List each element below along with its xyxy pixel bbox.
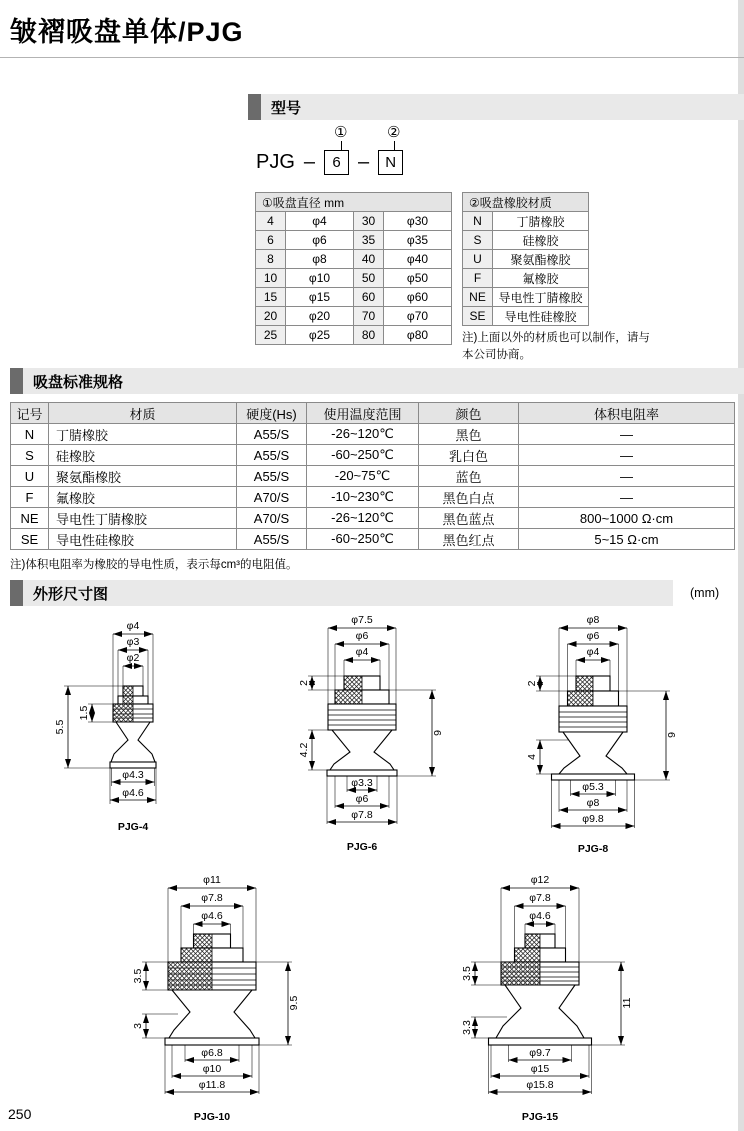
dim-label: φ15 bbox=[530, 1063, 550, 1075]
cell: φ4 bbox=[286, 212, 354, 231]
table-row bbox=[463, 212, 589, 231]
drawing-pjg8 bbox=[488, 610, 698, 862]
cell: 黑色蓝点 bbox=[419, 508, 519, 529]
cell: 20 bbox=[256, 307, 286, 326]
dim-label: φ4 bbox=[586, 646, 600, 658]
material-table-title: ②吸盘橡胶材质 bbox=[463, 193, 589, 212]
dim-label: 9 bbox=[432, 730, 444, 736]
cell: 黑色红点 bbox=[419, 529, 519, 550]
cell: 5~15 Ω·cm bbox=[519, 529, 735, 550]
dim-label: φ4.6 bbox=[529, 910, 551, 922]
dim-label: 9 bbox=[666, 732, 678, 738]
cell: φ80 bbox=[384, 326, 452, 345]
dim-label: φ7.8 bbox=[529, 892, 551, 904]
page-edge-shading bbox=[738, 0, 744, 1131]
cell: 35 bbox=[354, 231, 384, 250]
drawing-name: PJG-15 bbox=[521, 1111, 559, 1123]
cell: φ10 bbox=[286, 269, 354, 288]
table-row bbox=[11, 529, 735, 550]
cell: 4 bbox=[256, 212, 286, 231]
col-header: 硬度(Hs) bbox=[237, 403, 307, 424]
dim-label: φ2 bbox=[126, 652, 140, 664]
section-marker bbox=[10, 368, 23, 394]
dim-label: φ7.5 bbox=[351, 614, 373, 626]
cell: -60~250℃ bbox=[307, 445, 419, 466]
cell: 50 bbox=[354, 269, 384, 288]
cell: NE bbox=[11, 508, 49, 529]
dim-label: φ4.6 bbox=[201, 910, 223, 922]
drawing-name: PJG-4 bbox=[117, 821, 149, 833]
cell: F bbox=[11, 487, 49, 508]
table-row bbox=[463, 231, 589, 250]
col-header: 颜色 bbox=[419, 403, 519, 424]
cell: 聚氨酯橡胶 bbox=[493, 250, 589, 269]
part-shape bbox=[552, 676, 635, 780]
part-shape bbox=[110, 686, 156, 768]
dim-label: φ8 bbox=[586, 797, 600, 809]
cell: 800~1000 Ω·cm bbox=[519, 508, 735, 529]
dim-label: φ6 bbox=[355, 630, 369, 642]
cell: SE bbox=[463, 307, 493, 326]
dim-label: φ3 bbox=[126, 636, 140, 648]
col-header: 记号 bbox=[11, 403, 49, 424]
circled-number-2: ② bbox=[387, 124, 401, 141]
drawing-pjg4 bbox=[38, 616, 228, 844]
dim-label: φ4.3 bbox=[122, 769, 144, 781]
drawing-name: PJG-6 bbox=[346, 841, 378, 853]
cell: 30 bbox=[354, 212, 384, 231]
dim-label: φ8 bbox=[586, 614, 600, 626]
cell: 丁腈橡胶 bbox=[493, 212, 589, 231]
table-row bbox=[463, 250, 589, 269]
section-header-dims bbox=[10, 580, 673, 606]
dim-label: 3.3 bbox=[461, 1020, 473, 1035]
part-shape bbox=[489, 934, 592, 1045]
dim-label: φ7.8 bbox=[351, 809, 373, 821]
table-header-row bbox=[463, 193, 589, 212]
dim-label: 2 bbox=[526, 680, 538, 687]
dim-label: 3.5 bbox=[132, 968, 144, 984]
dim-label: φ9.8 bbox=[582, 813, 604, 825]
dim-label: 4 bbox=[526, 754, 538, 760]
dim-label: 9.5 bbox=[288, 995, 300, 1011]
dim-label: φ4 bbox=[126, 620, 140, 632]
section-title-dims: 外形尺寸图 bbox=[33, 585, 109, 603]
cell: φ20 bbox=[286, 307, 354, 326]
page-number: 250 bbox=[8, 1106, 32, 1122]
part-shape bbox=[165, 934, 259, 1045]
spec-table bbox=[10, 402, 735, 550]
model-dash: – bbox=[358, 151, 370, 173]
cell: A70/S bbox=[237, 508, 307, 529]
cell: φ60 bbox=[384, 288, 452, 307]
cell: — bbox=[519, 424, 735, 445]
table-row bbox=[11, 508, 735, 529]
model-prefix: PJG bbox=[256, 151, 295, 173]
cell: 导电性硅橡胶 bbox=[49, 529, 237, 550]
table-row bbox=[256, 250, 452, 269]
cell: 蓝色 bbox=[419, 466, 519, 487]
dim-label: φ4 bbox=[355, 646, 369, 658]
diameter-table-title: ①吸盘直径 mm bbox=[256, 193, 452, 212]
drawing-name: PJG-10 bbox=[193, 1111, 231, 1123]
marker-connector-line bbox=[394, 141, 395, 150]
spec-note: 注)体积电阻率为橡胶的导电性质，表示每cm³的电阻值。 bbox=[10, 559, 298, 571]
cell: A55/S bbox=[237, 445, 307, 466]
dim-label: φ7.8 bbox=[201, 892, 223, 904]
material-note: 注)上面以外的材质也可以制作，请与本公司协商。 bbox=[462, 332, 650, 362]
cell: A55/S bbox=[237, 529, 307, 550]
table-row bbox=[256, 288, 452, 307]
marker-connector-line bbox=[341, 141, 342, 150]
cell: 70 bbox=[354, 307, 384, 326]
dim-label: φ5.3 bbox=[582, 781, 604, 793]
page-title: 皱褶吸盘单体/PJG bbox=[10, 17, 244, 47]
cell: 乳白色 bbox=[419, 445, 519, 466]
cell: 导电性丁腈橡胶 bbox=[493, 288, 589, 307]
dim-label: φ6 bbox=[355, 793, 369, 805]
cell: 导电性硅橡胶 bbox=[493, 307, 589, 326]
cell: 15 bbox=[256, 288, 286, 307]
cell: U bbox=[11, 466, 49, 487]
cell: 硅橡胶 bbox=[49, 445, 237, 466]
dim-label: 4.2 bbox=[298, 742, 310, 758]
cell: 8 bbox=[256, 250, 286, 269]
section-header-model bbox=[248, 94, 744, 120]
cell: 黑色白点 bbox=[419, 487, 519, 508]
table-row bbox=[256, 231, 452, 250]
model-code bbox=[256, 150, 403, 175]
cell: 氟橡胶 bbox=[49, 487, 237, 508]
cell: 氟橡胶 bbox=[493, 269, 589, 288]
circled-number-1: ① bbox=[334, 124, 348, 141]
cell: φ6 bbox=[286, 231, 354, 250]
cell: -60~250℃ bbox=[307, 529, 419, 550]
cell: SE bbox=[11, 529, 49, 550]
section-marker bbox=[10, 580, 23, 606]
cell: — bbox=[519, 487, 735, 508]
dim-label: 11 bbox=[621, 997, 633, 1009]
dim-label: 1.5 bbox=[78, 705, 90, 721]
cell: 硅橡胶 bbox=[493, 231, 589, 250]
cell: φ30 bbox=[384, 212, 452, 231]
dim-label: φ11.8 bbox=[198, 1079, 226, 1091]
cell: 6 bbox=[256, 231, 286, 250]
dim-label: φ10 bbox=[202, 1063, 222, 1075]
cell: 25 bbox=[256, 326, 286, 345]
table-header-row bbox=[256, 193, 452, 212]
dim-label: φ6 bbox=[586, 630, 600, 642]
cell: 60 bbox=[354, 288, 384, 307]
diameter-table bbox=[255, 192, 452, 345]
cell: N bbox=[463, 212, 493, 231]
part-shape bbox=[327, 676, 397, 776]
col-header: 材质 bbox=[49, 403, 237, 424]
cell: φ25 bbox=[286, 326, 354, 345]
dim-label: φ15.8 bbox=[526, 1079, 554, 1091]
dim-label: 5.5 bbox=[54, 719, 66, 735]
table-row bbox=[11, 487, 735, 508]
cell: — bbox=[519, 445, 735, 466]
cell: -26~120℃ bbox=[307, 424, 419, 445]
cell: 聚氨酯橡胶 bbox=[49, 466, 237, 487]
section-marker bbox=[248, 94, 261, 120]
table-row bbox=[256, 326, 452, 345]
cell: NE bbox=[463, 288, 493, 307]
dim-label: φ12 bbox=[530, 874, 550, 886]
section-title-spec: 吸盘标准规格 bbox=[33, 373, 124, 391]
cell: A55/S bbox=[237, 424, 307, 445]
cell: φ50 bbox=[384, 269, 452, 288]
cell: φ40 bbox=[384, 250, 452, 269]
cell: φ15 bbox=[286, 288, 354, 307]
cell: 10 bbox=[256, 269, 286, 288]
table-row bbox=[463, 288, 589, 307]
section-header-spec bbox=[10, 368, 744, 394]
cell: S bbox=[463, 231, 493, 250]
cell: 80 bbox=[354, 326, 384, 345]
model-code-box-diameter: 6 bbox=[324, 150, 349, 175]
cell: A55/S bbox=[237, 466, 307, 487]
table-row bbox=[463, 307, 589, 326]
cell: U bbox=[463, 250, 493, 269]
cell: -26~120℃ bbox=[307, 508, 419, 529]
drawing-name: PJG-8 bbox=[577, 843, 609, 855]
table-row bbox=[11, 445, 735, 466]
cell: N bbox=[11, 424, 49, 445]
dim-label: 2 bbox=[298, 680, 310, 686]
model-code-box-material: N bbox=[378, 150, 403, 175]
divider bbox=[0, 57, 744, 58]
cell: φ35 bbox=[384, 231, 452, 250]
dim-label: 3.5 bbox=[461, 966, 473, 981]
cell: 黑色 bbox=[419, 424, 519, 445]
dim-label: φ11 bbox=[203, 874, 221, 886]
cell: 40 bbox=[354, 250, 384, 269]
drawing-pjg10 bbox=[92, 868, 332, 1128]
cell: — bbox=[519, 466, 735, 487]
table-row bbox=[11, 424, 735, 445]
cell: S bbox=[11, 445, 49, 466]
table-row bbox=[256, 269, 452, 288]
table-header-row bbox=[11, 403, 735, 424]
cell: 导电性丁腈橡胶 bbox=[49, 508, 237, 529]
cell: F bbox=[463, 269, 493, 288]
cell: 丁腈橡胶 bbox=[49, 424, 237, 445]
dim-label: φ9.7 bbox=[529, 1047, 551, 1059]
table-row bbox=[256, 307, 452, 326]
cell: -20~75℃ bbox=[307, 466, 419, 487]
dim-label: φ3.3 bbox=[351, 777, 373, 789]
table-row bbox=[11, 466, 735, 487]
material-table bbox=[462, 192, 589, 326]
dim-label: φ6.8 bbox=[201, 1047, 223, 1059]
unit-label: (mm) bbox=[690, 586, 720, 600]
col-header: 使用温度范围 bbox=[307, 403, 419, 424]
cell: A70/S bbox=[237, 487, 307, 508]
table-row bbox=[256, 212, 452, 231]
cell: -10~230℃ bbox=[307, 487, 419, 508]
section-title-model: 型号 bbox=[271, 99, 302, 117]
model-dash: – bbox=[303, 151, 316, 173]
drawing-pjg6 bbox=[262, 610, 462, 862]
cell: φ70 bbox=[384, 307, 452, 326]
dim-label: 3 bbox=[132, 1023, 144, 1029]
col-header: 体积电阻率 bbox=[519, 403, 735, 424]
dim-label: φ4.6 bbox=[122, 787, 144, 799]
drawing-pjg15 bbox=[415, 868, 665, 1128]
cell: φ8 bbox=[286, 250, 354, 269]
table-row bbox=[463, 269, 589, 288]
